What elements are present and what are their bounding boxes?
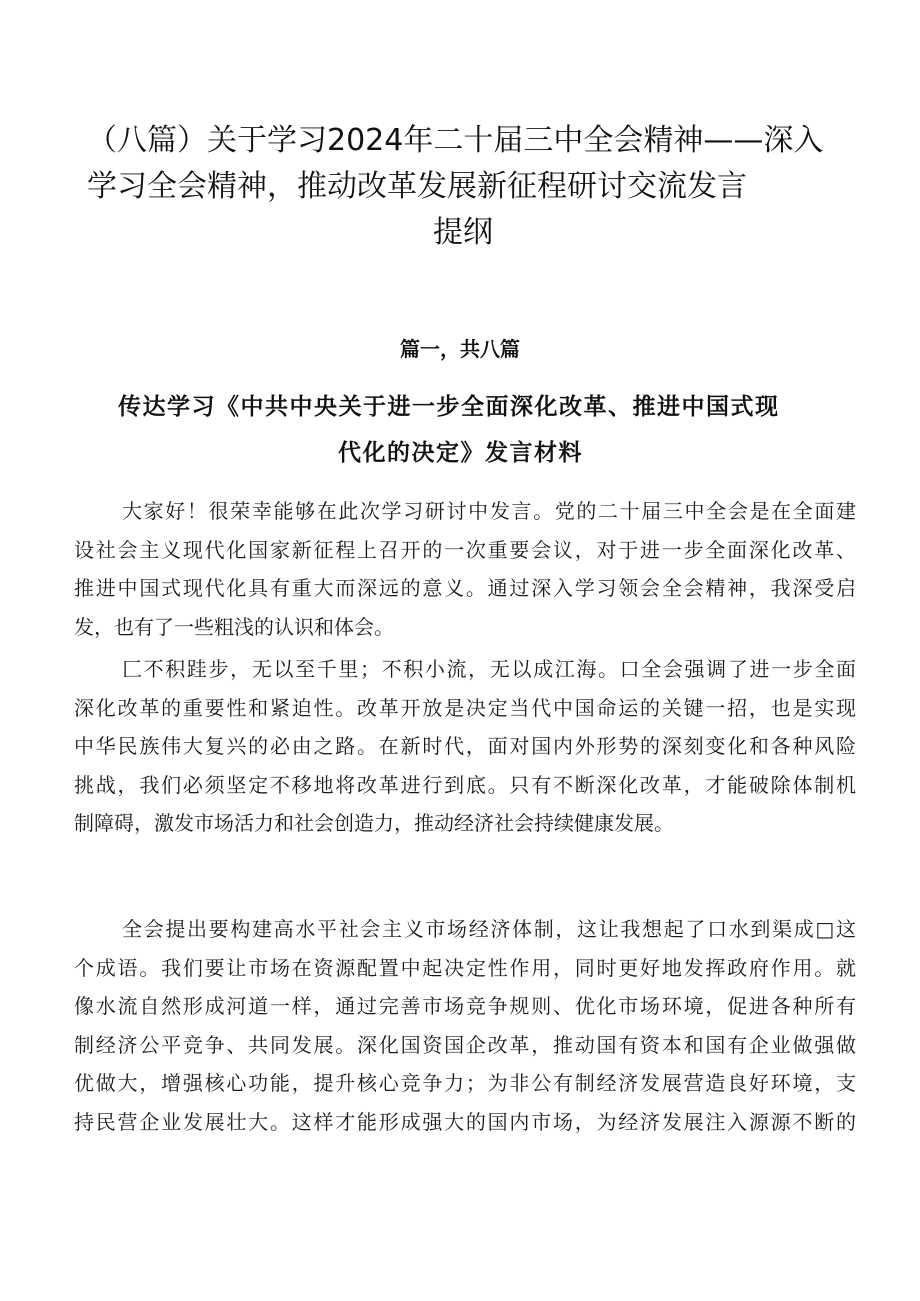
paragraph-line: 发，也有了一些粗浅的认识和体会。 — [74, 614, 394, 639]
paragraph-line: 深化改革的重要性和紧迫性。改革开放是决定当代中国命运的关键一招，也是实现 — [74, 695, 856, 720]
paragraph-line: 设社会主义现代化国家新征程上召开的一次重要会议，对于进一步全面深化改革、 — [74, 537, 856, 562]
document-title-line: 提纲 — [433, 215, 493, 250]
paragraph-line: 像水流自然形成河道一样，通过完善市场竞争规则、优化市场环境，促进各种所有 — [74, 994, 856, 1018]
paragraph-line: 个成语。我们要让市场在资源配置中起决定性作用，同时更好地发挥政府作用。就 — [74, 955, 856, 980]
paragraph — [74, 650, 856, 843]
paragraph-line: 中华民族伟大复兴的必由之路。在新时代，面对国内外形势的深刻变化和各种风险 — [74, 734, 856, 758]
paragraph-line: 挑战，我们必须坚定不移地将改革进行到底。只有不断深化改革，才能破除体制机 — [74, 772, 856, 797]
paragraph-line: 持民营企业发展壮大。这样才能形成强大的国内市场，为经济发展注入源源不断的 — [74, 1109, 856, 1134]
paragraph-line: 优做大，增强核心功能，提升核心竞争力；为非公有制经济发展营造良好环境，支 — [74, 1071, 856, 1095]
paragraph-line: 制障碍，激发市场活力和社会创造力，推动经济社会持续健康发展。 — [74, 811, 674, 835]
document-subtitle: 篇一，共八篇 — [400, 337, 520, 361]
section-title-line: 代化的决定》发言材料 — [338, 439, 583, 466]
paragraph — [74, 492, 856, 646]
paragraph — [74, 910, 856, 1141]
paragraph-line: 大家好！很荣幸能够在此次学习研讨中发言。党的二十届三中全会是在全面建 — [122, 499, 856, 523]
paragraph-line: 全会提出要构建高水平社会主义市场经济体制，这让我想起了口水到渠成□这 — [122, 917, 856, 941]
document-title-line: （八篇）关于学习2024年二十届三中全会精神——深入 — [87, 123, 824, 158]
paragraph-line: 推进中国式现代化具有重大而深远的意义。通过深入学习领会全会精神，我深受启 — [74, 576, 856, 600]
document-title — [60, 118, 860, 256]
document-title-line: 学习全会精神，推动改革发展新征程研讨交流发言 — [87, 169, 747, 204]
paragraph-line: 匚不积跬步，无以至千里；不积小流，无以成江海。口全会强调了进一步全面 — [122, 657, 856, 681]
paragraph-line: 制经济公平竞争、共同发展。深化国资国企改革，推动国有资本和国有企业做强做 — [74, 1032, 856, 1057]
section-title-line: 传达学习《中共中央关于进一步全面深化改革、推进中国式现 — [118, 393, 780, 420]
section-title — [80, 384, 840, 476]
